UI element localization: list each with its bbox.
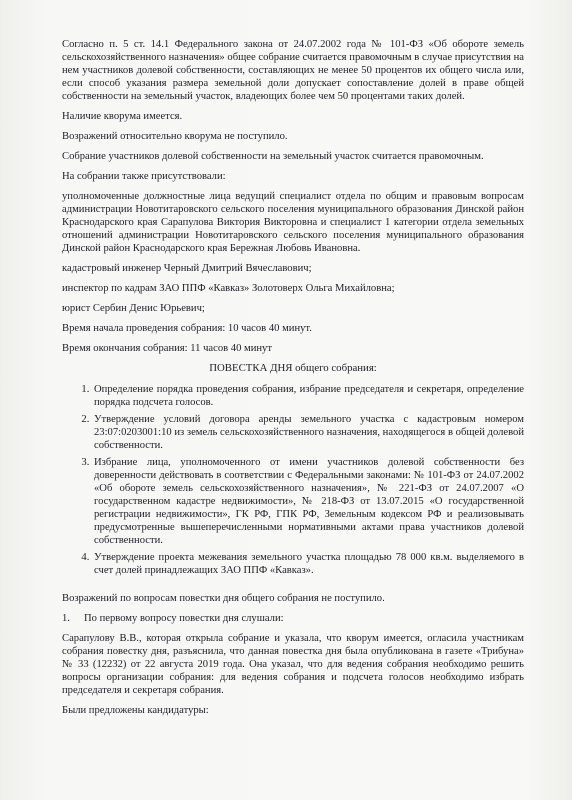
question-1-text: По первому вопросу повестки дня слушали:: [84, 613, 284, 624]
paragraph-no-quorum-objections: Возражений относительно кворума не поступило.: [62, 131, 288, 142]
paragraph-quorum-present: Наличие кворума имеется.: [62, 111, 183, 122]
agenda-item: 2. Утверждение условий договора аренды земельного участка с кадастровым номером 23:07:0203001:10 из земель сельскохозяйственного назначения, находящегося в общей долевой собственности.: [92, 413, 524, 452]
paragraph-lawyer: юрист Сербин Денис Юрьевич;: [62, 303, 205, 314]
agenda-heading: ПОВЕСТКА ДНЯ общего собрания:: [209, 362, 377, 374]
paragraph-cadastral-engineer: кадастровый инженер Черный Дмитрий Вячеславович;: [62, 263, 312, 274]
paragraph-also-present: На собрании также присутствовали:: [62, 171, 226, 182]
paragraph-officials: уполномоченные должностные лица ведущий специалист отдела по общим и правовым вопросам администрации Новотитаровского сельского поселения муниципального образования Динской район Краснодарского края Сарапулова Виктория Викторовна и специалист 1 категории отдела земельных отношений администрации Новотитаровского сельского поселения муниципального образования Динской район Краснодарского края Бережная Любовь Ивановна.: [62, 191, 524, 254]
agenda-item: 3. Избрание лица, уполномоченного от имени участников долевой собственности без доверенности действовать в соответствии с Федеральными законами: № 101-ФЗ от 24.07.2002 «Об обороте земель сельскохозяйственного назначения», № 221-ФЗ от 24.07.2007 «О государственном кадастре недвижимости», № 218-ФЗ от 13.07.2015 «О государственной регистрации недвижимости», ГК РФ, ГПК РФ, Земельным кодексом РФ и реализовывать предусмотренные вышеперечисленными нормативными актами права участников долевой собственности.: [92, 456, 524, 547]
paragraph-heard: Сарапулову В.В., которая открыла собрание и указала, что кворум имеется, огласила участникам собрания повестку дня, разъяснила, что данная повестка дня была опубликована в газете «Трибуна» № 33 (12232) от 22 августа 2019 года. Она указал, что для ведения собрания необходимо решить вопросы организации собрания: для ведения собрания и подсчета голосов необходимо избрать председателя и секретаря собрания.: [62, 633, 524, 696]
paragraph-quorum-law: Согласно п. 5 ст. 14.1 Федерального закона от 24.07.2002 года № 101-ФЗ «Об обороте земель сельскохозяйственного назначения» общее собрание считается правомочным в случае присутствия на нем участников долевой собственности, составляющих не менее 50 процентов их общего числа или, если способ указания размера земельной доли допускает сопоставление долей в праве общей собственности на земельный участок, владеющих более чем 50 процентами таких долей.: [62, 39, 524, 102]
paragraph-meeting-valid: Собрание участников долевой собственности на земельный участок считается правомочным.: [62, 151, 484, 162]
paragraph-candidates: Были предложены кандидатуры:: [62, 705, 209, 716]
paragraph-hr-inspector: инспектор по кадрам ЗАО ППФ «Кавказ» Золотоверх Ольга Михайловна;: [62, 283, 395, 294]
agenda-list: [62, 383, 524, 577]
agenda-item: 4. Утверждение проекта межевания земельного участка площадью 78 000 кв.м. выделяемого в счет долей принадлежащих ЗАО ППФ «Кавказ».: [92, 551, 524, 577]
paragraph-no-agenda-objections: Возражений по вопросам повестки дня общего собрания не поступило.: [62, 593, 385, 604]
paragraph-start-time: Время начала проведения собрания: 10 часов 40 минут.: [62, 323, 312, 334]
agenda-item: 1. Определение порядка проведения собрания, избрание председателя и секретаря, определение порядка подсчета голосов.: [92, 383, 524, 409]
question-1-heading: [62, 612, 524, 625]
question-1-number: 1.: [62, 613, 70, 624]
document-body: [62, 38, 524, 724]
paragraph-end-time: Время окончания собрания: 11 часов 40 минут: [62, 343, 272, 354]
